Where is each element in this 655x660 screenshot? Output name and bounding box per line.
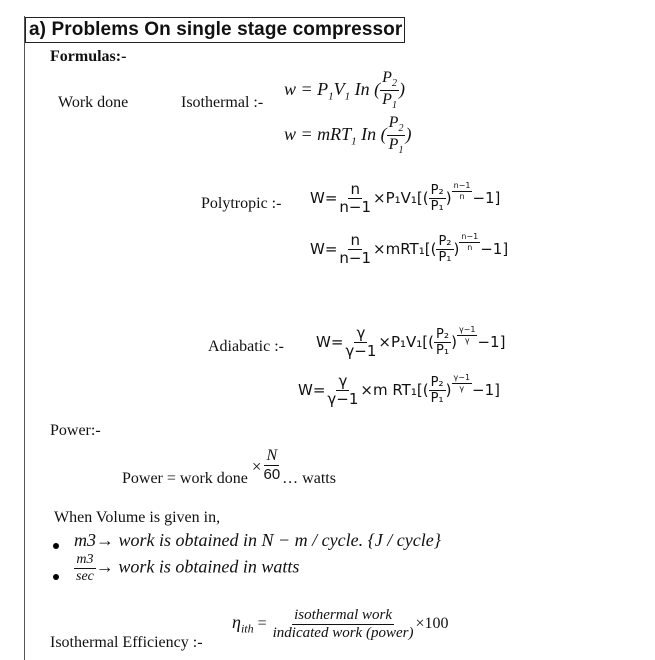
formulas-label: Formulas:- — [50, 48, 127, 65]
efficiency-equation: $\eta_{ith}$ = $\frac{\text{isothermal work}}{\text{indicated work (power)}}$ ×100 — [232, 607, 449, 641]
adiabatic-equation-2: W= $\frac{\gamma}{\gamma-1}$ ×m RT₁[( $\frac{\text{P₂}}{\text{P₁}}$ ) $\frac{\gamma-1}{\gamma}$ −1] — [298, 372, 500, 408]
power-label: Power:- — [50, 422, 101, 439]
volume-label: When Volume is given in, — [54, 509, 221, 526]
bullet-item-2: $\frac{m3}{\sec}$ → work is obtained in watts — [76, 552, 300, 584]
polytropic-equation-2: W= $\frac{n}{n-1}$ ×mRT₁[( $\frac{\text{P₂}}{\text{P₁}}$ ) $\frac{n-1}{n}$ −1] — [310, 231, 509, 267]
isothermal-efficiency-label: Isothermal Efficiency :- — [50, 634, 203, 651]
bullet-dot — [53, 543, 59, 549]
isothermal-equation-2: w = mRT$_1$ In ( $\frac{P_2}{P_1}$ ) — [284, 114, 412, 157]
section-title: a) Problems On single stage compressor — [25, 17, 405, 43]
adiabatic-equation-1: W= $\frac{\gamma}{\gamma-1}$ ×P₁V₁[( $\frac{\text{P₂}}{\text{P₁}}$ ) $\frac{\gamma-1}{\gamma}$ −1] — [316, 324, 506, 360]
power-equation: Power = work done × $\frac{N}{60}$ … watts — [122, 447, 336, 487]
polytropic-label: Polytropic :- — [201, 195, 282, 212]
isothermal-equation-1: $w = P_1V_1$ In ( $\frac{P_2}{P_1}$ ) — [284, 69, 405, 112]
left-margin-rule — [24, 16, 25, 660]
bullet-item-1: m3→ work is obtained in N − m / cycle. {J / cycle} — [74, 530, 441, 550]
isothermal-label: Isothermal :- — [181, 94, 264, 111]
polytropic-equation-1: W= $\frac{n}{n-1}$ ×P₁V₁[( $\frac{\text{P₂}}{\text{P₁}}$ ) $\frac{n-1}{n}$ −1] — [310, 180, 501, 216]
bullet-dot — [53, 574, 59, 580]
work-done-label: Work done — [58, 94, 129, 111]
adiabatic-label: Adiabatic :- — [208, 338, 284, 355]
